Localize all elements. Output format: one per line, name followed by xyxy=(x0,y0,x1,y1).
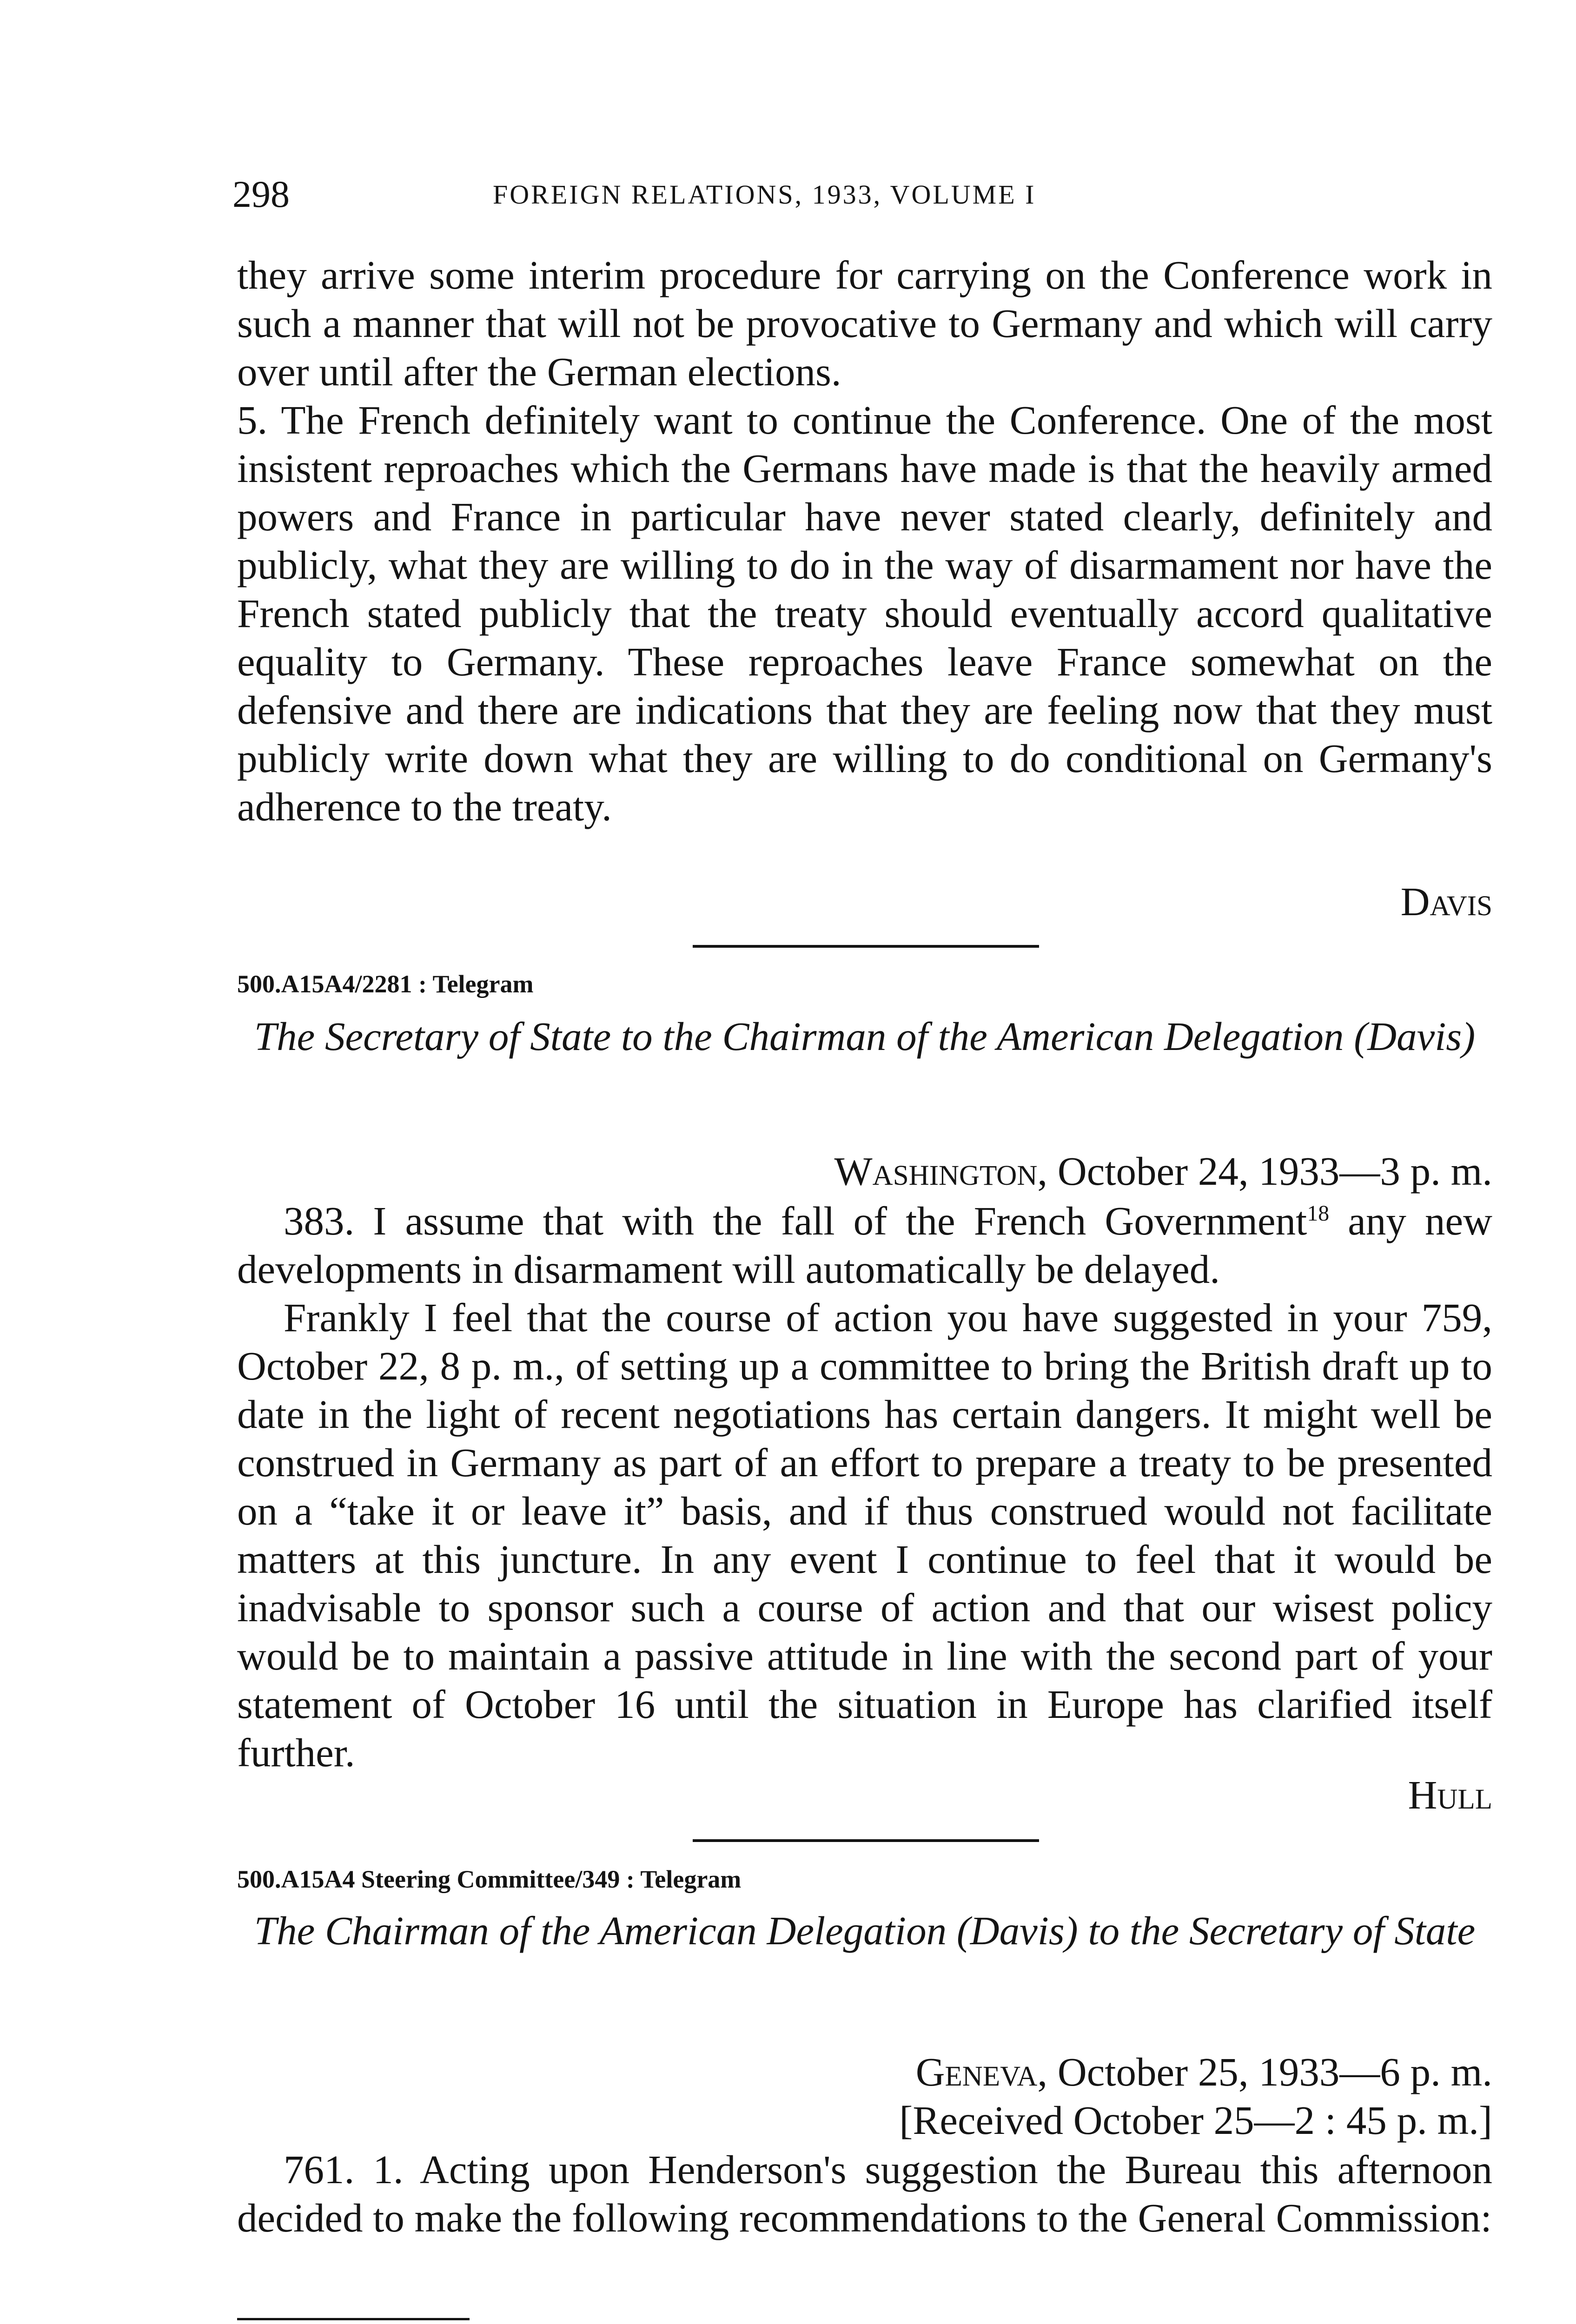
signature-hull: Hull xyxy=(1408,1772,1492,1817)
received-line: [Received October 25—2 : 45 p. m.] xyxy=(899,2098,1492,2143)
text-run: 383. I assume that with the fall of the French Government xyxy=(284,1198,1307,1243)
dateline-date-2: October 25, 1933—6 p. m. xyxy=(1057,2049,1492,2094)
telegram-383-paragraph-1 xyxy=(237,1197,1492,1294)
file-reference-2: 500.A15A4 Steering Committee/349 : Telegram xyxy=(237,1865,742,1893)
dateline-date-1: October 24, 1933—3 p. m. xyxy=(1057,1149,1492,1194)
dateline-2 xyxy=(916,2048,1492,2096)
document-title-1: The Secretary of State to the Chairman of the American Delegation (Davis) xyxy=(254,1014,1476,1059)
footnote-ref-18: 18 xyxy=(1307,1201,1330,1226)
text-run: any new developments in disarmament will automatically be delayed. xyxy=(237,1198,1492,1292)
footnote-rule xyxy=(237,2318,470,2320)
signature-davis: Davis xyxy=(1400,879,1492,924)
dateline-1 xyxy=(834,1147,1492,1195)
item-5-paragraph: 5. The French definitely want to continue the Conference. One of the most insistent reproaches which the Germans have made is that the heavily armed powers and France in particular have never stated clearly, definitely and publicly, what they are willing to do in the way of disarmament nor have the French stated publicly that the treaty should eventually accord qualitative equality to Germany. These reproaches leave France somewhat on the defensive and there are indications that they are feeling now that they must publicly write down what they are willing to do conditional on Germany's adherence to the treaty. xyxy=(237,397,1492,829)
dateline-place-1: Washington, xyxy=(834,1149,1048,1194)
page-number: 298 xyxy=(232,173,290,215)
file-reference-1: 500.A15A4/2281 : Telegram xyxy=(237,970,534,998)
telegram-383-paragraph-2: Frankly I feel that the course of action you have suggested in your 759, October 22, 8 p. m., of setting up a committee to bring the British draft up to date in the light of recent negotiations has certain dangers. It might well be construed in Germany as part of an effort to prepare a treaty to be presented on a “take it or leave it” basis, and if thus construed would not facilitate matters at this juncture. In any event I continue to feel that it would be inadvisable to sponsor such a course of action and that our wisest policy would be to maintain a passive attitude in line with the second part of your statement of October 16 until the situation in Europe has clarified itself further. xyxy=(237,1295,1492,1775)
telegram-761-paragraph-1: 761. 1. Acting upon Henderson's suggestion the Bureau this afternoon decided to make the following recommendations to the General Commission: xyxy=(237,2147,1492,2240)
document-title-2: The Chairman of the American Delegation (Davis) to the Secretary of State xyxy=(254,1908,1476,1953)
section-divider xyxy=(693,1839,1039,1842)
dateline-place-2: Geneva, xyxy=(915,2049,1048,2094)
running-head: FOREIGN RELATIONS, 1933, VOLUME I xyxy=(493,179,1036,210)
page-header xyxy=(232,171,1497,218)
section-divider xyxy=(693,945,1039,948)
continued-paragraph: they arrive some interim procedure for carrying on the Conference work in such a manner that will not be provocative to Germany and which will carry over until after the German elections. xyxy=(237,252,1492,394)
